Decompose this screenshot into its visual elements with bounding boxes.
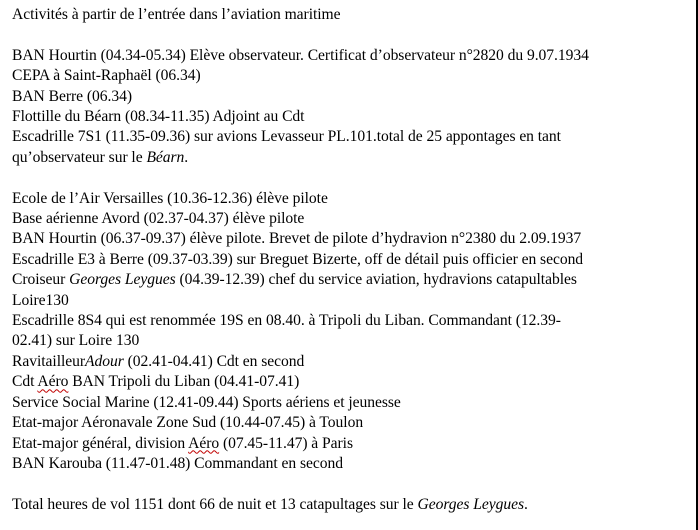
spellcheck-word: Aéro — [188, 434, 220, 452]
text-segment: Total heures de vol 1151 dont 66 de nuit et 13 catapultages sur le — [12, 495, 418, 513]
activity-line: Escadrille E3 à Berre (09.37-03.39) sur Breguet Bizerte, off de détail puis officier en second — [12, 250, 584, 268]
text-segment: . — [524, 495, 528, 513]
ship-name: Adour — [85, 352, 124, 370]
activity-line — [12, 434, 698, 454]
activity-line: CEPA à Saint-Raphaël (06.34) — [12, 67, 201, 85]
spellcheck-word: Aéro — [37, 373, 69, 391]
spacer — [12, 25, 698, 45]
text-segment: (02.41-04.41) Cdt en second — [123, 352, 305, 370]
activity-line — [12, 148, 698, 168]
document-title: Activités à partir de l’entrée dans l’aviation maritime — [12, 6, 341, 23]
activity-line — [12, 270, 698, 290]
ship-name: Georges Leygues — [69, 271, 176, 289]
total-flight-hours — [12, 495, 698, 515]
spacer — [12, 474, 698, 494]
activity-line: Service Social Marine (12.41-09.44) Sports aériens et jeunesse — [12, 393, 401, 411]
activity-line: Ecole de l’Air Versailles (10.36-12.36) élève pilote — [12, 189, 328, 207]
text-segment: qu’observateur sur le — [12, 148, 147, 166]
activity-line: Escadrille 7S1 (11.35-09.36) sur avions Levasseur PL.101.total de 25 appontages en tant — [12, 128, 561, 146]
text-segment: Cdt — [12, 373, 38, 391]
activity-line — [12, 372, 698, 392]
text-segment: Croiseur — [12, 271, 70, 289]
activity-line: Base aérienne Avord (02.37-04.37) élève pilote — [12, 210, 305, 228]
text-segment: Ravitailleur — [12, 352, 86, 370]
activity-line: BAN Hourtin (06.37-09.37) élève pilote. Brevet de pilote d’hydravion n°2380 du 2.09.1937 — [12, 230, 582, 248]
activity-line: BAN Hourtin (04.34-05.34) Elève observateur. Certificat d’observateur n°2820 du 9.07.1934 — [12, 46, 589, 64]
activity-line: Etat-major Aéronavale Zone Sud (10.44-07.45) à Toulon — [12, 414, 364, 432]
text-segment: (04.39-12.39) chef du service aviation, hydravions catapultables — [175, 271, 577, 289]
activity-line: BAN Berre (06.34) — [12, 87, 132, 105]
activity-line: Escadrille 8S4 qui est renommée 19S en 08.40. à Tripoli du Liban. Commandant (12.39- — [12, 312, 561, 330]
spacer — [12, 168, 698, 188]
activity-line: Loire130 — [12, 291, 69, 309]
text-segment: (07.45-11.47) à Paris — [219, 434, 353, 452]
activity-line: BAN Karouba (11.47-01.48) Commandant en second — [12, 454, 344, 472]
activity-line: 02.41) sur Loire 130 — [12, 332, 140, 350]
text-segment: Etat-major général, division — [12, 434, 189, 452]
activity-line: Flottille du Béarn (08.34-11.35) Adjoint au Cdt — [12, 108, 305, 126]
activity-line — [12, 352, 698, 372]
ship-name: Georges Leygues — [417, 495, 525, 513]
text-segment: . — [184, 148, 189, 166]
text-segment: BAN Tripoli du Liban (04.41-07.41) — [68, 373, 300, 391]
ship-name: Béarn — [146, 148, 185, 166]
